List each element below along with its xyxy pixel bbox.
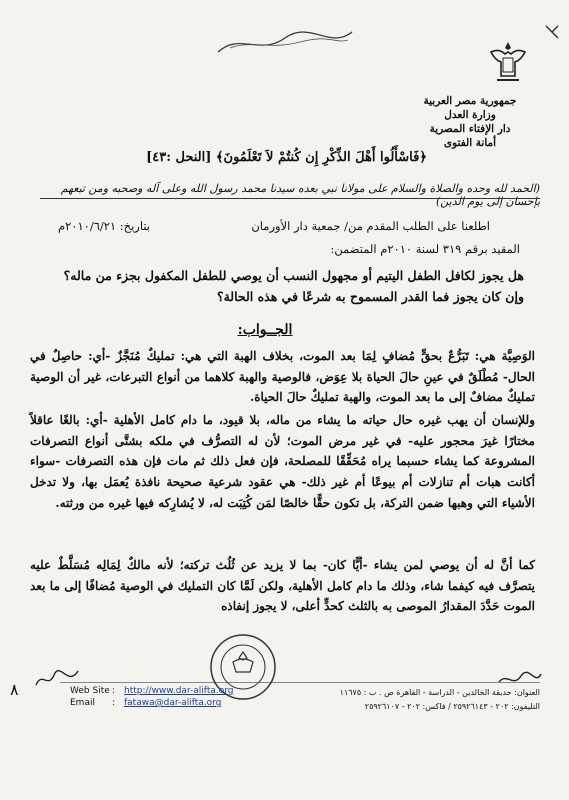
corner-mark-icon xyxy=(540,20,564,44)
footer-divider xyxy=(60,682,540,683)
gov-line-ministry: وزارة العدل xyxy=(444,109,496,121)
answer-heading: الجــواب: xyxy=(237,322,293,338)
opening-praise: (الحمد لله وحده والصلاة والسلام على مولانا نبي بعده سيدنا محمد رسول الله وعلى آله وصحبه ومن تبعهم بإحسان إلى يوم الدين) xyxy=(60,182,540,208)
answer-paragraph-3: كما أنَّ له أن يوصي لمن يشاء -أيًّا كان- بما لا يزيد عن ثُلُث تركته؛ لأنه مالكٌ لِمَالِه مُسَلَّطٌ عليه يتصرَّف فيه كيفما شاء، وذلك ما دام كامل الأهلية، ولكن لَمَّا كان التمليك في الوصية مُضافًا إلى ما بعد الموت حَدَّدَ المقدارُ الموصى به بالثلث كحدٍّ أعلى، لا يجوز إنفاذه xyxy=(30,558,535,614)
government-header xyxy=(395,94,545,150)
email-label: Email xyxy=(70,698,95,708)
header-divider xyxy=(40,198,540,199)
request-reviewed: اطلعنا على الطلب المقدم من/ جمعية دار الأورمان xyxy=(251,219,490,233)
basmala-calligraphy xyxy=(210,22,360,60)
gov-line-dar-alifta: دار الإفتاء المصرية xyxy=(429,123,511,135)
answer-paragraph-2: وللإنسان أن يهب غيره حال حياته ما يشاء من ماله، بلا قيود، ما دام كامل الأهلية -أي: بالغًا عاقلاً مختارًا غيرَ محجور عليه- في غير مرض الموت؛ لأن له التصرُّف في ملكه بشتَّى أنواع التصرفات المشروعة كما يشاء حسبما يراه مُحَقِّقًا للمصلحة، فإن فعل ذلك ثم مات فإن هذه التصرفات -سواء أكانت هبات أم تنازلات أم بيوعًا أم غير ذلك- هي عقود شرعية صحيحة نافذة يُعمَل بها، ولا تدخل الأشياء التي وهبها ضمن التركة، بل تكون حقًّا خالصًا لمَن كُتِبَت له، لا يُشارِكه فيها غيره من ورثته. xyxy=(30,413,535,510)
request-meta xyxy=(58,219,490,233)
question-line-1: هل يجوز لكافل الطفل اليتيم أو مجهول النسب أن يوصي للطفل المكفول بجزء من ماله؟ xyxy=(63,268,524,283)
page-number: ٨ xyxy=(10,680,19,699)
email-link[interactable]: fatawa@dar-alifta.org xyxy=(124,698,222,708)
answer-paragraph-1: الوَصِيَّة هي: تَبَرُّعٌ بحقٍّ مُضافٍ لِمَا بعد الموت، بخلاف الهبة التي هي: تمليكٌ مُنَجَّزٌ -أي: حاصِلٌ في الحال- مُطْلَقٌ في عينِ حالَ الحياة بلا عِوَض، فالوصية والهبة كلاهما من أنواع التبرعات، غير أن الوصية تمليكٌ مضافٌ إلى ما بعد الموت، والهبة تمليكٌ حالَ الحياة. xyxy=(30,349,535,405)
request-date: بتاريخ: ٢٠١٠/٦/٢١م xyxy=(58,219,151,233)
request-number: المقيد برقم ٣١٩ لسنة ٢٠١٠م المتضمن: xyxy=(330,242,520,256)
website-label: Web Site xyxy=(70,686,110,696)
gov-line-country: جمهورية مصر العربية xyxy=(423,95,517,107)
fatwa-page: جمهورية مصر العربية وزارة العدل دار الإفتاء المصرية أمانة الفتوى ﴿فَاسْأَلُوا أَهْلَ الذِّكْرِ إِن كُنتُمْ لاَ تَعْلَمُونَ﴾ [النحل :٤٣] (الحمد لله وحده والصلاة والسلام على مولانا نبي بعده سيدنا محمد رسول الله وعلى آله وصحبه ومن تبعهم بإحسان إلى يوم الدين) اطلعنا على الطلب المقدم من/ جمعية دار الأورمان بتاريخ: ٢٠١٠/٦/٢١م المقيد برقم ٣١٩ لسنة ٢٠١٠م المتضمن: هل يجوز لكافل الطفل اليتيم أو مجهول النسب أن يوصي للطفل المكفول بجزء من ماله؟ وإن كان يجوز فما القدر المسموح به شرعًا في هذه الحالة؟ الجــواب: الوَصِيَّة هي: تَبَرُّعٌ بحقٍّ مُضافٍ لِمَا بعد الموت، بخلاف الهبة التي هي: تمليكٌ مُنَجَّزٌ -أي: حاصِلٌ في الحال- مُطْلَقٌ في عينِ حالَ الحياة بلا عِوَض، فالوصية والهبة كلاهما من أنواع التبرعات، غير أن الوصية تمليكٌ مضافٌ إلى ما بعد الموت، والهبة تمليكٌ حالَ الحياة. وللإنسان أن يهب غيره حال حياته ما يشاء من ماله، بلا قيود، ما دام كامل الأهلية -أي: بالغًا عاقلاً مختارًا غيرَ محجور عليه- في غير مرض الموت؛ لأن له التصرُّف في ملكه بشتَّى أنواع التصرفات المشروعة كما يشاء حسبما يراه مُحَقِّقًا للمصلحة، فإن فعل ذلك ثم مات فإن هذه التصرفات -سواء أكانت هبات أم تنازلات أم بيوعًا أم غير ذلك- هي عقود شرعية صحيحة نافذة يُعمَل بها، ولا تدخل الأشياء التي وهبها ضمن التركة، بل تكون حقًّا خالصًا لمَن كُتِبَت له، لا يُشارِكه فيها غيره من ورثته. كما أنَّ له أن يوصي لمن يشاء -أيًّا كان- بما لا يزيد عن ثُلُث تركته؛ لأنه مالكٌ لِمَالِه مُسَلَّطٌ عليه يتصرَّف فيه كيفما شاء، وذلك ما دام كامل الأهلية، ولكن لَمَّا كان التمليك في الوصية مُضافًا إلى ما بعد الموت حَدَّدَ المقدارُ الموصى به بالثلث كحدٍّ أعلى، لا يجوز إنفاذه ٨ Web Site : http://www.dar-alifta.org Email : fatawa@dar-alifta.org العنوان: حديقة الخالدين - الدراسة - القاهرة ص . ب : ١١٦٧٥ التليفون: ٢٠٢ - ٢٥٩٢٦١٤٣ / فاكس: ٢٠٢ - ٢٥٩٢٦١٠٧ xyxy=(0,0,569,800)
question-line-2: وإن كان يجوز فما القدر المسموح به شرعًا في هذه الحالة؟ xyxy=(216,289,524,304)
gov-line-fatwa-secretariat: أمانة الفتوى xyxy=(443,137,497,149)
website-link[interactable]: http://www.dar-alifta.org xyxy=(124,686,234,696)
footer-phone: التليفون: ٢٠٢ - ٢٥٩٢٦١٤٣ / فاكس: ٢٠٢ - ٢٥٩٢٦١٠٧ xyxy=(364,702,540,711)
footer-address: العنوان: حديقة الخالدين - الدراسة - القاهرة ص . ب : ١١٦٧٥ xyxy=(339,688,540,697)
quran-verse: ﴿فَاسْأَلُوا أَهْلَ الذِّكْرِ إِن كُنتُمْ لاَ تَعْلَمُونَ﴾ [النحل :٤٣] xyxy=(146,150,427,165)
egypt-eagle-emblem-icon xyxy=(487,38,529,88)
